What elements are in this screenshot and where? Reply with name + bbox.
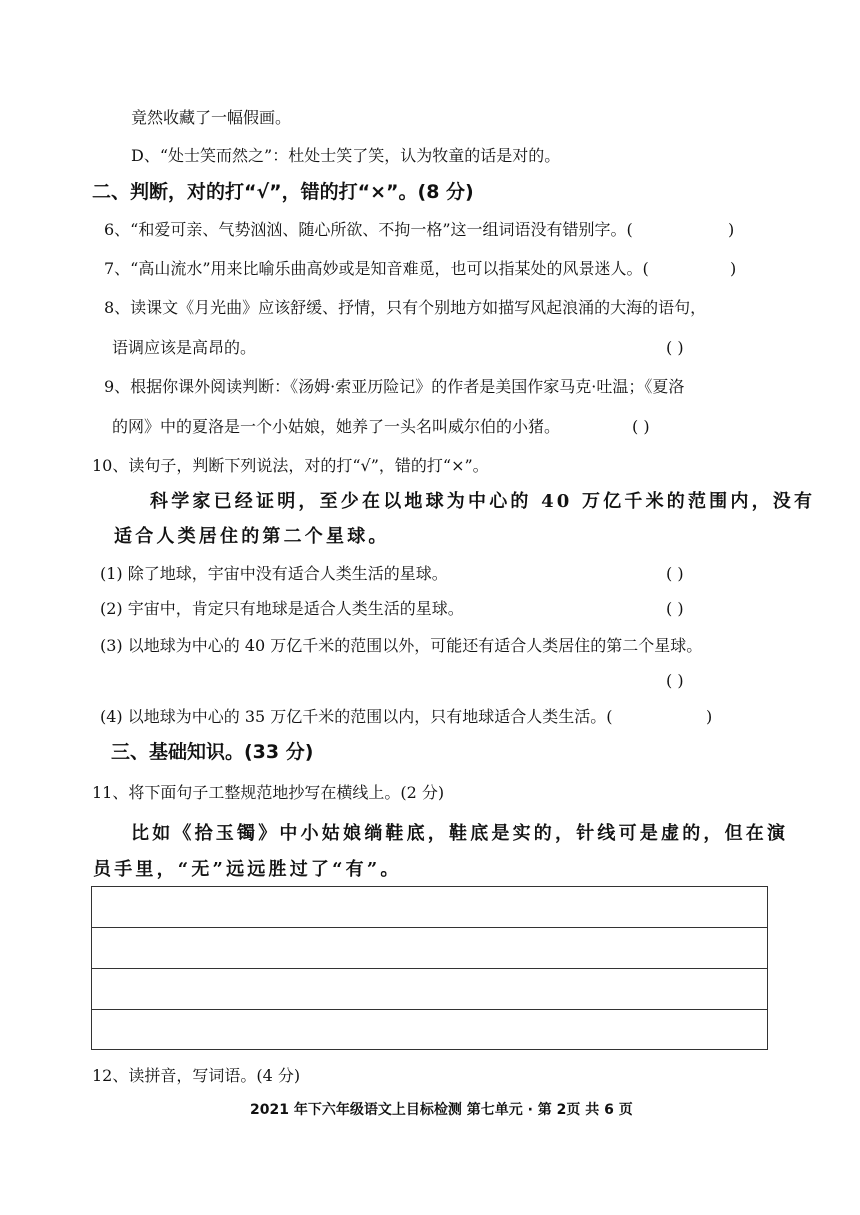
copy-writing-box[interactable] bbox=[91, 886, 768, 1050]
question-10: 10、读句子，判断下列说法，对的打“√”，错的打“×”。 bbox=[92, 456, 489, 475]
statement-4: (4) 以地球为中心的 35 万亿千米的范围以内，只有地球适合人类生活。( bbox=[100, 707, 613, 726]
question-11-sentence-line-2: 员手里，“无”远远胜过了“有”。 bbox=[93, 859, 402, 880]
question-8-answer-blank[interactable]: ( ) bbox=[666, 338, 684, 357]
section-3-title: 三、基础知识。(33 分) bbox=[111, 741, 314, 763]
question-6-answer-blank[interactable]: ) bbox=[728, 220, 735, 239]
section-2-title: 二、判断，对的打“√”，错的打“×”。(8 分) bbox=[92, 181, 474, 203]
question-10-quote-line-1: 科学家已经证明，至少在以地球为中心的 40 万亿千米的范围内，没有 bbox=[150, 491, 816, 512]
writing-line bbox=[92, 927, 767, 928]
statement-4-answer-blank[interactable]: ) bbox=[706, 707, 713, 726]
question-9-answer-blank[interactable]: ( ) bbox=[632, 417, 650, 436]
question-9-line-1: 9、根据你课外阅读判断：《汤姆·索亚历险记》的作者是美国作家马克·吐温；《夏洛 bbox=[104, 377, 685, 396]
question-11: 11、将下面句子工整规范地抄写在横线上。(2 分) bbox=[92, 783, 445, 802]
writing-line bbox=[92, 968, 767, 969]
statement-2-answer-blank[interactable]: ( ) bbox=[666, 599, 684, 618]
statement-3: (3) 以地球为中心的 40 万亿千米的范围以外，可能还有适合人类居住的第二个星球。 bbox=[100, 636, 703, 655]
statement-1-answer-blank[interactable]: ( ) bbox=[666, 564, 684, 583]
statement-3-answer-blank[interactable]: ( ) bbox=[666, 671, 684, 690]
question-9-line-2: 的网》中的夏洛是一个小姑娘，她养了一头名叫威尔伯的小猪。 bbox=[112, 417, 561, 436]
question-12: 12、读拼音，写词语。(4 分) bbox=[92, 1066, 301, 1085]
page-footer: 2021 年下六年级语文上目标检测 第七单元 · 第 2页 共 6 页 bbox=[250, 1102, 633, 1118]
option-c-continuation: 竟然收藏了一幅假画。 bbox=[131, 108, 292, 127]
statement-1: (1) 除了地球，宇宙中没有适合人类生活的星球。 bbox=[100, 564, 448, 583]
writing-line bbox=[92, 1009, 767, 1010]
question-7-answer-blank[interactable]: ) bbox=[730, 259, 737, 278]
question-7: 7、“高山流水”用来比喻乐曲高妙或是知音难觅，也可以指某处的风景迷人。( bbox=[104, 259, 649, 278]
question-6: 6、“和爱可亲、气势汹汹、随心所欲、不拘一格”这一组词语没有错别字。( bbox=[104, 220, 633, 239]
question-8-line-2: 语调应该是高昂的。 bbox=[112, 338, 257, 357]
statement-2: (2) 宇宙中，肯定只有地球是适合人类生活的星球。 bbox=[100, 599, 464, 618]
question-8-line-1: 8、读课文《月光曲》应该舒缓、抒情，只有个别地方如描写风起浪涌的大海的语句， bbox=[104, 298, 707, 317]
question-10-quote-line-2: 适合人类居住的第二个星球。 bbox=[114, 526, 390, 547]
question-11-sentence-line-1: 比如《拾玉镯》中小姑娘绱鞋底，鞋底是实的，针线可是虚的，但在演 bbox=[131, 823, 789, 844]
option-d: D、“处士笑而然之”：杜处士笑了笑，认为牧童的话是对的。 bbox=[131, 146, 561, 165]
